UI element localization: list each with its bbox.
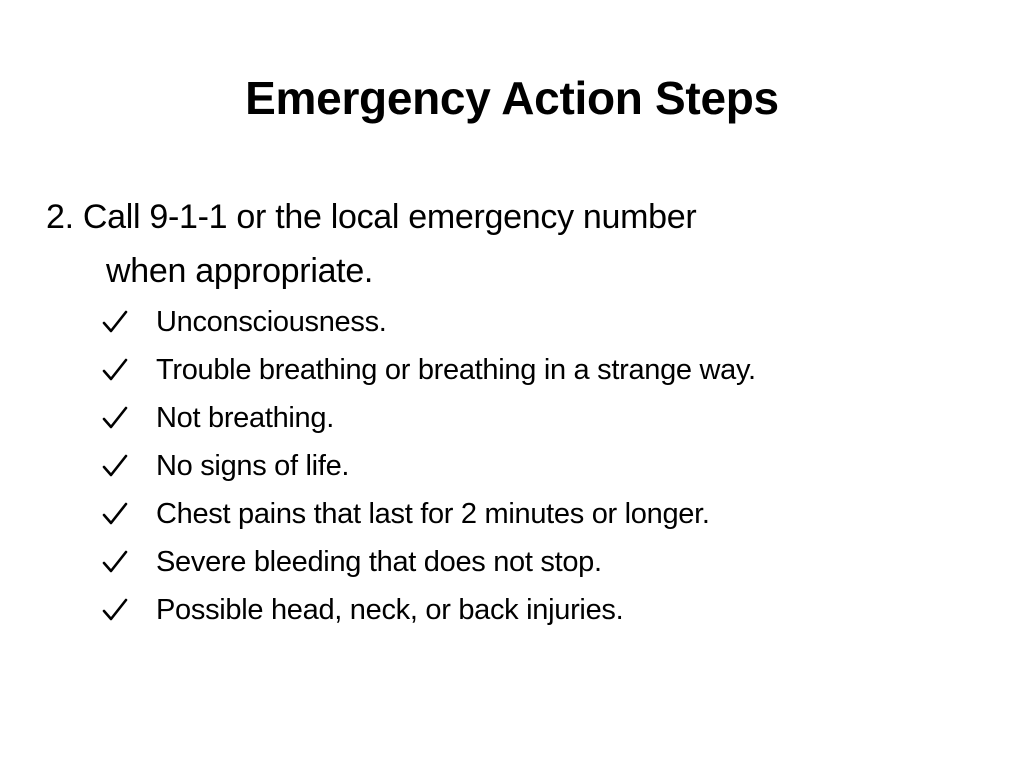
check-icon (102, 454, 128, 478)
checklist (100, 298, 980, 634)
checklist-item (100, 538, 980, 586)
checklist-item (100, 490, 980, 538)
check-icon (102, 406, 128, 430)
step-text (46, 190, 946, 298)
checklist-item-label: Trouble breathing or breathing in a strange way. (156, 354, 756, 386)
check-icon (102, 358, 128, 382)
step-line-1: 2. Call 9-1-1 or the local emergency number (46, 198, 697, 236)
checklist-item (100, 394, 980, 442)
checklist-item (100, 298, 980, 346)
check-icon (102, 310, 128, 334)
checklist-item (100, 586, 980, 634)
check-icon (102, 550, 128, 574)
check-icon (102, 502, 128, 526)
step-line-2: when appropriate. (106, 252, 374, 290)
check-icon (102, 598, 128, 622)
checklist-item-label: No signs of life. (156, 450, 350, 482)
checklist-item (100, 442, 980, 490)
checklist-item-label: Possible head, neck, or back injuries. (156, 594, 624, 626)
slide-title: Emergency Action Steps (245, 72, 779, 124)
checklist-item-label: Chest pains that last for 2 minutes or longer. (156, 498, 710, 530)
checklist-item-label: Unconsciousness. (156, 306, 387, 338)
checklist-item-label: Severe bleeding that does not stop. (156, 546, 602, 578)
checklist-item (100, 346, 980, 394)
checklist-item-label: Not breathing. (156, 402, 334, 434)
